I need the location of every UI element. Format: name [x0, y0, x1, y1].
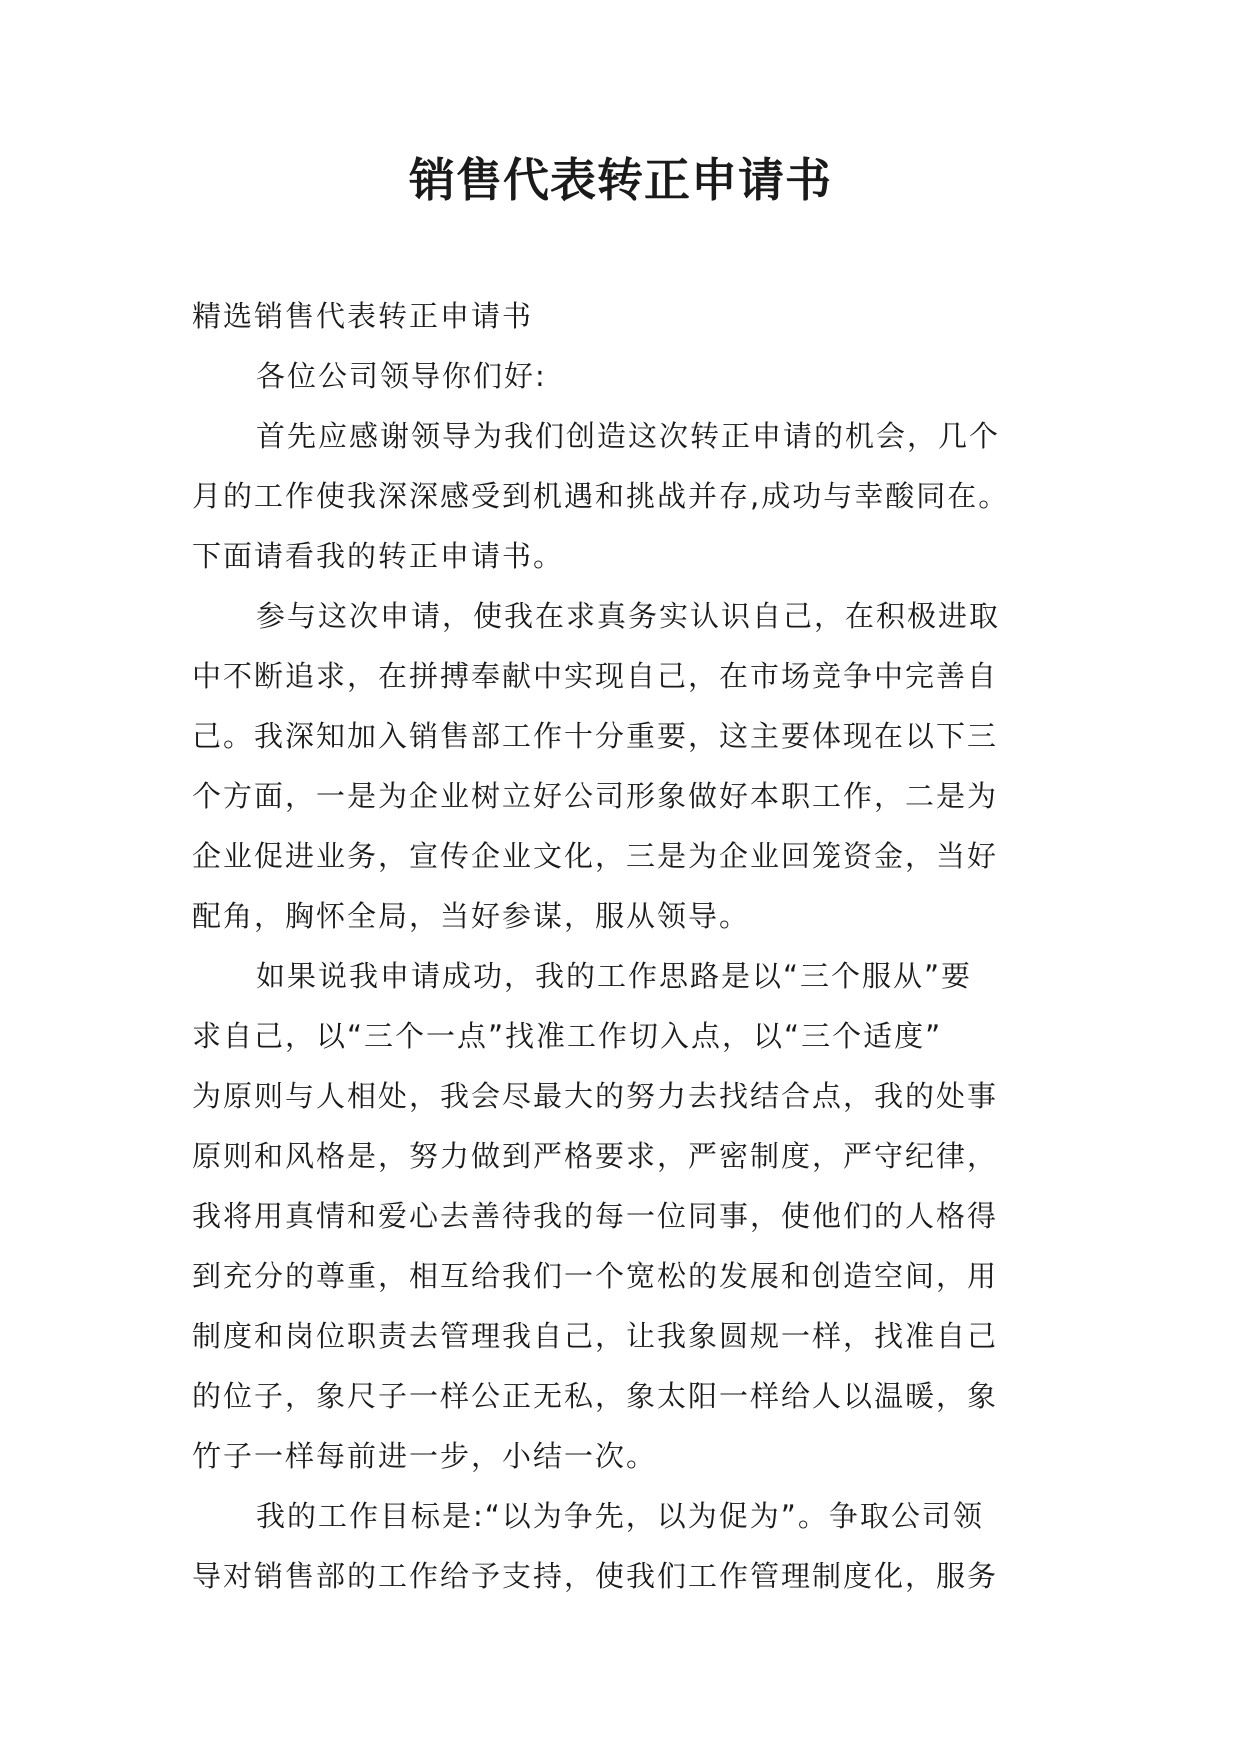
text-line: 的位子，象尺子一样公正无私，象太阳一样给人以温暖，象 — [192, 1379, 999, 1413]
text-line: 导对销售部的工作给予支持，使我们工作管理制度化，服务 — [192, 1559, 999, 1593]
text-line: 个方面，一是为企业树立好公司形象做好本职工作，二是为 — [192, 779, 999, 813]
text-line: 中不断追求，在拼搏奉献中实现自己，在市场竞争中完善自 — [192, 659, 999, 693]
document-body — [192, 286, 1072, 1606]
text-line: 各位公司领导你们好: — [256, 359, 547, 393]
document-subtitle: 精选销售代表转正申请书 — [192, 299, 534, 333]
text-line: 企业促进业务，宣传企业文化，三是为企业回笼资金，当好 — [192, 839, 999, 873]
text-line: 原则和风格是，努力做到严格要求，严密制度，严守纪律， — [192, 1139, 999, 1173]
text-line: 下面请看我的转正申请书。 — [192, 539, 565, 573]
text-line: 配角，胸怀全局，当好参谋，服从领导。 — [192, 899, 751, 933]
text-line: 月的工作使我深深感受到机遇和挑战并存,成功与幸酸同在。 — [192, 479, 1010, 513]
text-line: 如果说我申请成功，我的工作思路是以“三个服从”要 — [256, 959, 973, 993]
text-line: 参与这次申请，使我在求真务实认识自己，在积极进取 — [256, 599, 1001, 633]
text-line: 我将用真情和爱心去善待我的每一位同事，使他们的人格得 — [192, 1199, 999, 1233]
text-line: 求自己，以“三个一点”找准工作切入点，以“三个适度” — [192, 1019, 943, 1053]
text-line: 制度和岗位职责去管理我自己，让我象圆规一样，找准自己 — [192, 1319, 999, 1353]
text-line: 竹子一样每前进一步，小结一次。 — [192, 1439, 658, 1473]
text-line: 我的工作目标是:“以为争先，以为促为”。争取公司领 — [256, 1499, 984, 1533]
document-title: 销售代表转正申请书 — [409, 153, 832, 207]
text-line: 为原则与人相处，我会尽最大的努力去找结合点，我的处事 — [192, 1079, 999, 1113]
text-line: 首先应感谢领导为我们创造这次转正申请的机会，几个 — [256, 419, 1001, 453]
text-line: 己。我深知加入销售部工作十分重要，这主要体现在以下三 — [192, 719, 999, 753]
text-line: 到充分的尊重，相互给我们一个宽松的发展和创造空间，用 — [192, 1259, 999, 1293]
